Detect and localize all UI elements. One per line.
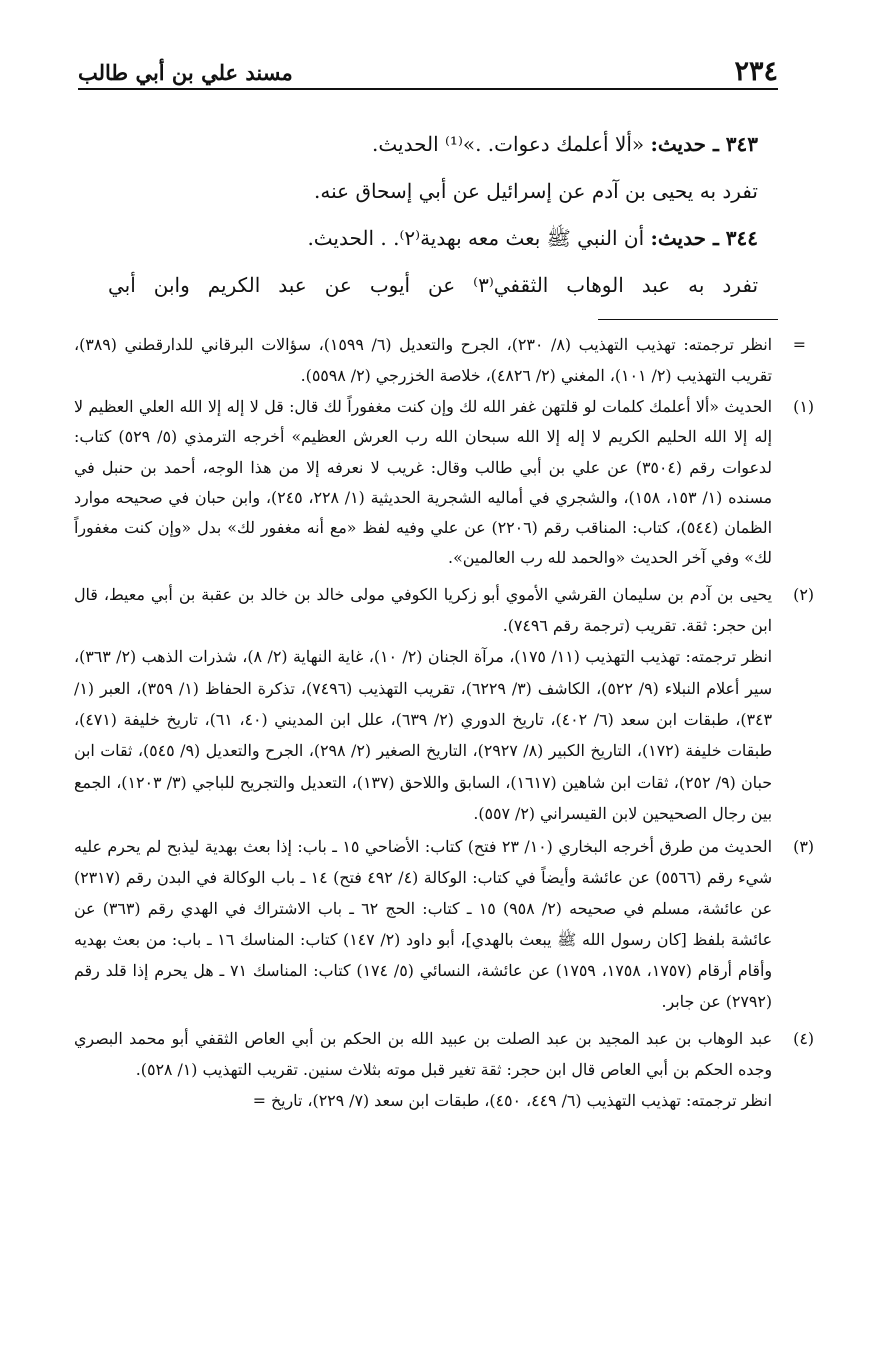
hadith-344-label: ٣٤٤ ـ حديث: — [650, 226, 758, 250]
footnote-text: الحديث «ألا أعلمك كلمات لو قلتهن غفر الله لك وإن كنت مغفوراً لك قال: قل لا إله إلا الله العلي العظيم لا إله إلا الله الحليم الكريم لا إله إلا الله سبحان الله رب العرش العظيم» أخرجه الترمذي (٥/ ٥٢٩) كتاب: لدعوات رقم (٣٥٠٤) عن علي بن أبي طالب وقال: غريب لا نعرفه إلا من هذا الوجه، أحمد بن حنبل في مسنده (١/ ١٥٣، ١٥٨)، والشجري في أماليه الشجرية الحديثية (١/ ٢٢٨، ٢٤٥)، وابن حبان في صحيحه موارد الظمان (٥٤٤)، كتاب: المناقب رقم (٢٢٠٦) عن علي وفيه لفظ «مع أنه مغفور لك» بدل «وإن كنت مغفوراً لك» وفي آخر الحديث «والحمد لله رب العالمين». — [74, 397, 773, 568]
footnote-separator — [598, 319, 778, 320]
footnote-2 — [74, 579, 814, 829]
continuation-marker: = — [792, 335, 806, 354]
main-line-4: تفرد به عبد الوهاب الثقفي⁽٣⁾ عن أيوب عن عبد الكريم وابن أبي — [108, 273, 759, 297]
footnote-3 — [74, 832, 814, 1017]
footnote-text: انظر ترجمته: تهذيب التهذيب (١١/ ١٧٥)، مرآة الجنان (٢/ ١٠)، غاية النهاية (٢/ ٨)، شذرات الذهب (٢/ ٣٦٣)، سير أعلام النبلاء (٩/ ٥٢٢)، الكاشف (٣/ ٦٢٢٩)، تقريب التهذيب (٧٤٩٦)، تذكرة الحفاظ (١/ ٣٥٩)، العبر (١/ ٣٤٣)، طبقات ابن سعد (٦/ ٤٠٢)، تاريخ الدوري (٢/ ٦٣٩)، علل ابن المديني (٤٠، ٦١)، تاريخ خليفة (٤٧١)، طبقات خليفة (١٧٢)، التاريخ الكبير (٨/ ٢٩٢٧)، التاريخ الصغير (٢/ ٢٩٨)، الجرح والتعديل (٩/ ٥٤٥)، ثقات ابن حبان (٩/ ٢٥٢)، ثقات ابن شاهين (١٦١٧)، السابق واللاحق (١٣٧)، التعديل والتجريح للباجي (٣/ ١٢٠٣)، الجمع بين رجال الصحيحين لابن القيسراني (٢/ ٥٥٧). — [74, 647, 773, 823]
footnotes — [74, 329, 814, 1116]
footnote-number: (٣) — [793, 837, 814, 857]
footnote-1 — [74, 392, 814, 574]
footnote-continuation — [74, 329, 814, 391]
hadith-343-text: «ألا أعلمك دعوات. .»⁽¹⁾ الحديث. — [372, 132, 645, 156]
footnote-4 — [74, 1023, 814, 1116]
footnote-text: انظر ترجمته: تهذيب التهذيب (٦/ ٤٤٩، ٤٥٠)، طبقات ابن سعد (٧/ ٢٢٩)، تاريخ = — [252, 1090, 772, 1110]
hadith-344-line — [108, 219, 758, 257]
footnote-text: يحيى بن آدم بن سليمان القرشي الأموي أبو زكريا الكوفي مولى خالد بن خالد بن عقبة بن أبي معيط، قال ابن حجر: ثقة. تقريب (ترجمة رقم ٧٤٩٦). — [74, 584, 772, 636]
running-title: مسند علي بن أبي طالب — [78, 60, 293, 85]
footnote-number: (٤) — [793, 1028, 814, 1048]
header-rule — [78, 88, 778, 90]
main-line-2: تفرد به يحيى بن آدم عن إسرائيل عن أبي إسحاق عنه. — [314, 179, 758, 203]
main-text — [108, 125, 758, 304]
footnote-number: (١) — [793, 397, 814, 416]
footnote-text: عبد الوهاب بن عبد المجيد بن عبد الصلت بن عبيد الله بن الحكم بن أبي العاص الثقفي أبو محمد البصري وجده الحكم بن أبي العاص قال ابن حجر: ثقة تغير قبل موته بثلاث سنين. تقريب التهذيب (١/ ٥٢٨). — [74, 1028, 772, 1079]
footnote-number: (٢) — [793, 584, 814, 604]
page-number: ٢٣٤ — [734, 56, 778, 87]
hadith-343-line — [108, 125, 758, 163]
footnote-text: الحديث من طرق أخرجه البخاري (١٠/ ٢٣ فتح) كتاب: الأضاحي ١٥ ـ باب: إذا بعث بهدية ليذبح لم يحرم عليه شيء رقم (٥٥٦٦) عن عائشة وأيضاً في كتاب: الوكالة (٤/ ٤٩٢ فتح) ١٤ ـ باب الوكالة في البدن رقم (٢٣١٧) عن عائشة، مسلم في صحيحه (٢/ ٩٥٨) ١٥ ـ كتاب: الحج ٦٢ ـ باب الاشتراك في الهدي رقم (٣٦٣) عن عائشة بلفظ [كان رسول الله ﷺ يبعث بالهدي]، أبو داود (٢/ ١٤٧) كتاب: المناسك ١٦ ـ باب: من بعث بهديه وأقام أرقام (١٧٥٧، ١٧٥٨، ١٧٥٩) عن عائشة، النسائي (٥/ ١٧٤) كتاب: المناسك ٧١ ـ هل يحرم إذا قلد رقم (٢٧٩٢) عن جابر. — [74, 837, 773, 1011]
hadith-343-label: ٣٤٣ ـ حديث: — [650, 132, 758, 156]
page-header — [78, 54, 778, 90]
continuation-text: انظر ترجمته: تهذيب التهذيب (٨/ ٢٣٠)، الجرح والتعديل (٦/ ١٥٩٩)، سؤالات البرقاني للدارقطني (٣٨٩)، تقريب التهذيب (٢/ ١٠١)، المغني (٢/ ٤٨٢٦)، خلاصة الخزرجي (٢/ ٥٥٩٨). — [74, 335, 773, 385]
hadith-344-text: أن النبي ﷺ بعث معه بهدية⁽٢⁾. . الحديث. — [307, 226, 645, 250]
